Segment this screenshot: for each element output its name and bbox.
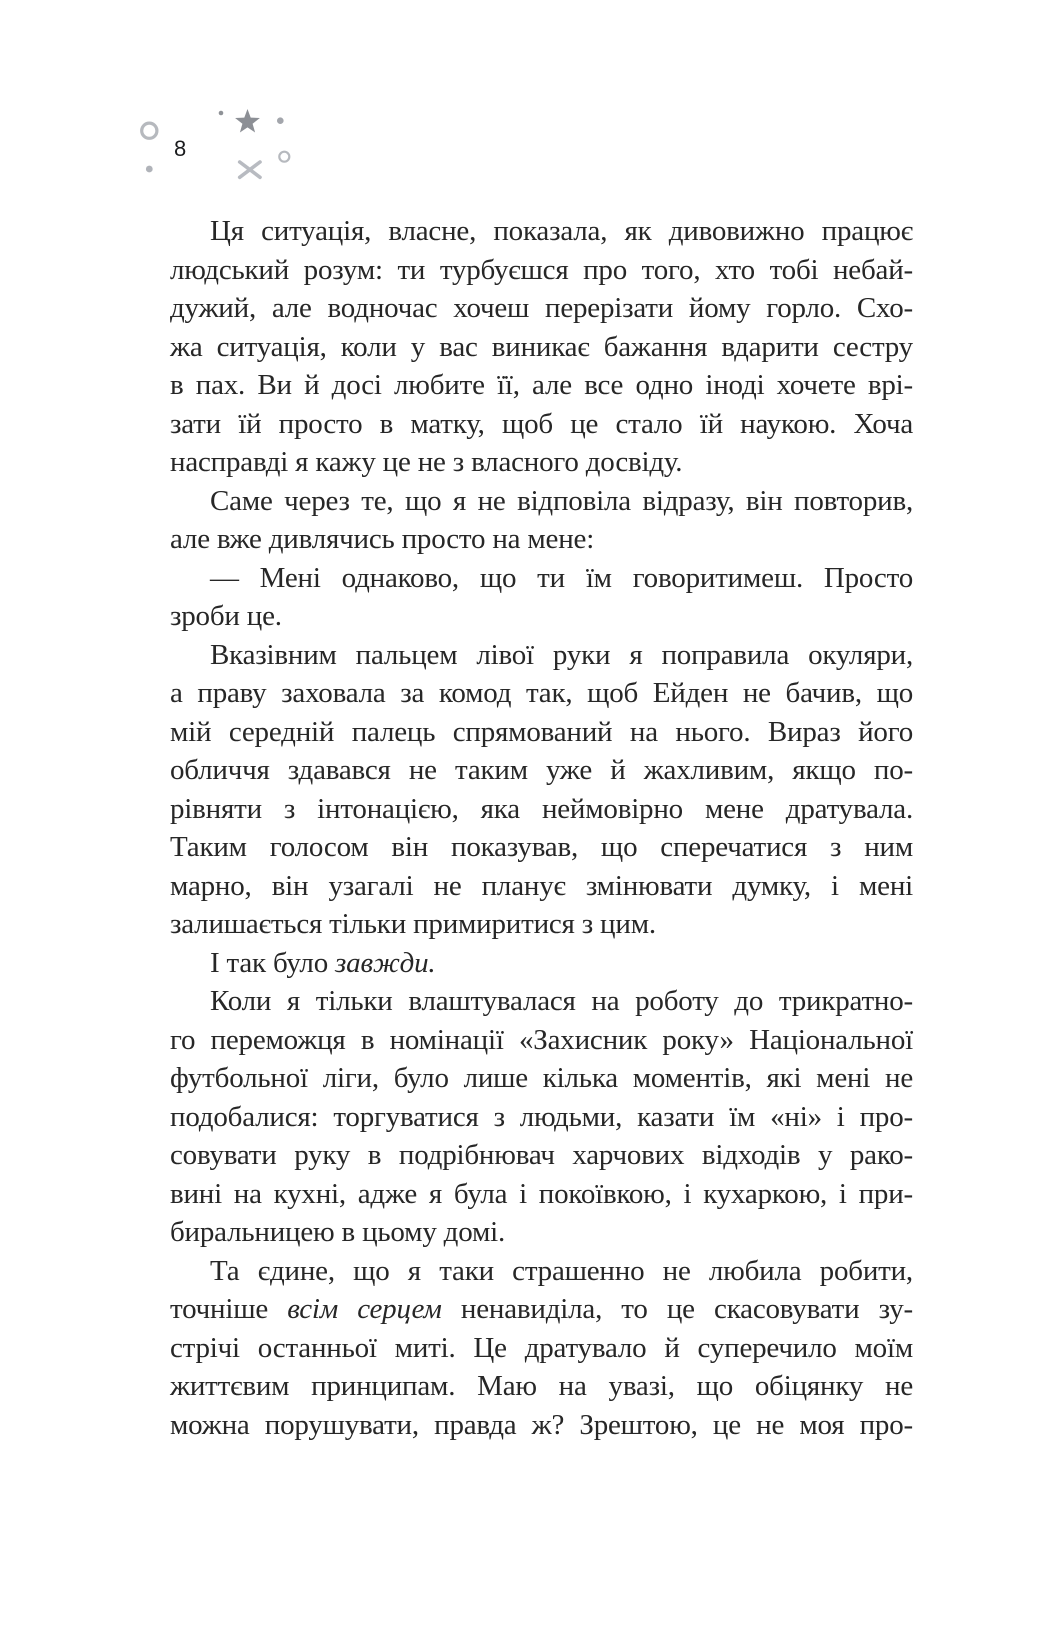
paragraph — [170, 636, 913, 944]
paragraph — [170, 212, 913, 482]
dot-icon — [277, 117, 284, 124]
text-line: обличчя здавався не таким уже й жахливим, якщо по- — [170, 754, 913, 786]
text-line: можна порушувати, правда ж? Зрештою, це не моя про- — [170, 1408, 913, 1441]
paragraph — [170, 944, 913, 983]
text-line: Саме через те, що я не відповіла відразу, він повторив, — [210, 484, 913, 517]
text-line: залишається тільки примиритися з цим. — [170, 908, 656, 940]
text-line: Вказівним пальцем лівої руки я поправила окуляри, — [210, 638, 913, 671]
dot-icon — [219, 111, 224, 116]
text-line: стрічі останньої миті. Це дратувало й суперечило моїм — [170, 1331, 913, 1364]
text-line: рівняти з інтонацією, яка неймовірно мене дратувала. — [170, 792, 913, 825]
text-line: життєвим принципам. Маю на увазі, що обіцянку не — [170, 1370, 913, 1402]
text-line: вині на кухні, адже я була і покоївкою, і кухаркою, і при- — [170, 1177, 913, 1210]
decorative-ornament — [130, 100, 305, 190]
text-line: Таким голосом він показував, що сперечатися з ним — [170, 831, 913, 863]
text-line: І так було завжди. — [210, 946, 436, 979]
star-icon — [235, 109, 260, 133]
paragraph — [170, 559, 913, 636]
text-line: а праву заховала за комод так, щоб Ейден не бачив, що — [170, 677, 913, 709]
text-line: точніше всім серцем ненавиділа, то це скасовувати зу- — [170, 1293, 913, 1325]
text-line: биральницею в цьому домі. — [170, 1216, 506, 1248]
text-line: людський розум: ти турбуєшся про того, хто тобі небай- — [170, 253, 913, 286]
text-line: дужий, але водночас хочеш перерізати йому горло. Схо- — [170, 292, 913, 324]
cross-icon — [240, 162, 260, 177]
text-line: мій середній палець спрямований на нього. Вираз його — [170, 715, 913, 748]
circle-outline-small-icon — [279, 152, 289, 162]
text-line: футбольної ліги, було лише кілька моментів, які мені не — [170, 1062, 913, 1094]
paragraph — [170, 482, 913, 559]
text-line: — Мені однаково, що ти їм говоритимеш. Просто — [210, 561, 913, 594]
text-line: Коли я тільки влаштувалася на роботу до трикратно- — [210, 985, 913, 1017]
paragraph — [170, 982, 913, 1252]
text-line: насправді я кажу це не з власного досвіду. — [170, 446, 683, 478]
text-block — [170, 212, 913, 1444]
text-line: совувати руку в подрібнювач харчових відходів у рако- — [170, 1139, 913, 1171]
text-line: в пах. Ви й досі любите її, але все одно іноді хочете врі- — [170, 369, 913, 401]
text-line: Та єдине, що я таки страшенно не любила робити, — [210, 1254, 913, 1287]
dot-icon — [146, 166, 153, 173]
paragraph — [170, 1252, 913, 1445]
text-line: марно, він узагалі не планує змінювати думку, і мені — [170, 869, 913, 902]
text-line: го переможця в номінації «Захисник року» Національної — [170, 1023, 913, 1056]
text-line: жа ситуація, коли у вас виникає бажання вдарити сестру — [170, 330, 913, 363]
circle-outline-icon — [142, 123, 157, 138]
text-line: зати їй просто в матку, щоб це стало їй наукою. Хоча — [170, 407, 913, 440]
text-line: Ця ситуація, власне, показала, як дивовижно працює — [210, 215, 913, 247]
text-line: але вже дивлячись просто на мене: — [170, 523, 595, 555]
text-line: подобалися: торгуватися з людьми, казати їм «ні» і про- — [170, 1100, 913, 1133]
text-line: зроби це. — [170, 600, 282, 632]
page-number: 8 — [174, 136, 187, 161]
